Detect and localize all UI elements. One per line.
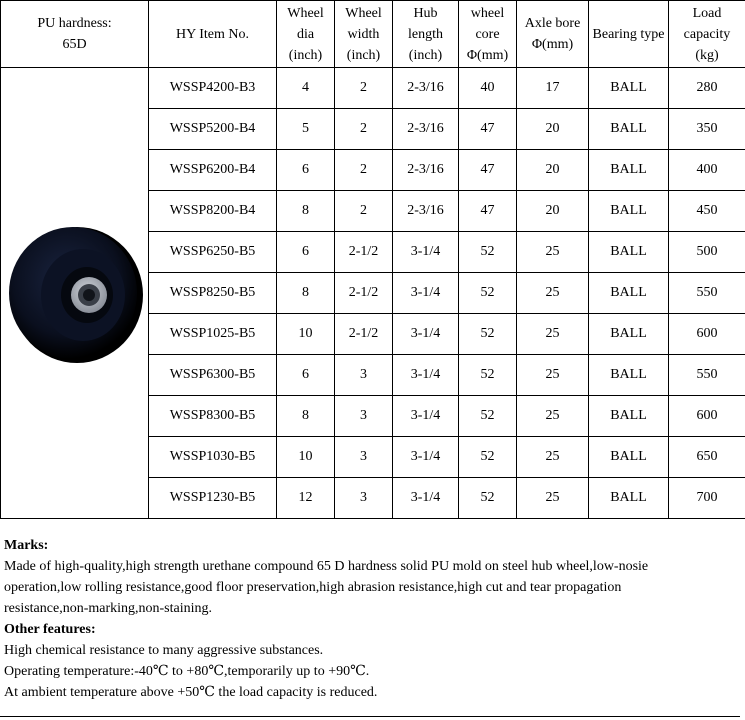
load-capacity-cell: 700 bbox=[669, 478, 745, 519]
hub-length-cell: 2-3/16 bbox=[393, 68, 459, 109]
hub-length-cell: 2-3/16 bbox=[393, 109, 459, 150]
load-capacity-cell: 600 bbox=[669, 396, 745, 437]
wheel-core-cell: 52 bbox=[459, 314, 517, 355]
load-capacity-cell: 280 bbox=[669, 68, 745, 109]
load-capacity-cell: 450 bbox=[669, 191, 745, 232]
wheel-core-cell: 52 bbox=[459, 437, 517, 478]
axle-bore-cell: 25 bbox=[517, 355, 589, 396]
header-row bbox=[1, 1, 745, 68]
item-no-cell: WSSP8250-B5 bbox=[149, 273, 277, 314]
header-axle-bore: Axle bore Φ(mm) bbox=[517, 1, 589, 68]
bearing-type-cell: BALL bbox=[589, 437, 669, 478]
wheel-width-cell: 3 bbox=[335, 355, 393, 396]
item-no-cell: WSSP6250-B5 bbox=[149, 232, 277, 273]
header-bearing-type: Bearing type bbox=[589, 1, 669, 68]
hub-length-cell: 3-1/4 bbox=[393, 232, 459, 273]
marks-line: operation,low rolling resistance,good floor preservation,high abrasion resistance,high cut and tear propagation bbox=[4, 580, 622, 595]
wheel-core-cell: 47 bbox=[459, 150, 517, 191]
wheel-image-cell bbox=[1, 68, 149, 519]
bearing-type-cell: BALL bbox=[589, 314, 669, 355]
hub-length-cell: 3-1/4 bbox=[393, 396, 459, 437]
load-capacity-cell: 400 bbox=[669, 150, 745, 191]
header-wheel-dia: Wheel dia (inch) bbox=[277, 1, 335, 68]
item-no-cell: WSSP1230-B5 bbox=[149, 478, 277, 519]
axle-bore-cell: 25 bbox=[517, 478, 589, 519]
wheel-width-cell: 3 bbox=[335, 396, 393, 437]
axle-bore-cell: 20 bbox=[517, 191, 589, 232]
wheel-width-cell: 2 bbox=[335, 68, 393, 109]
wheel-dia-cell: 5 bbox=[277, 109, 335, 150]
hub-length-cell: 2-3/16 bbox=[393, 191, 459, 232]
item-no-cell: WSSP8200-B4 bbox=[149, 191, 277, 232]
wheel-width-cell: 2 bbox=[335, 150, 393, 191]
item-no-cell: WSSP5200-B4 bbox=[149, 109, 277, 150]
load-capacity-cell: 350 bbox=[669, 109, 745, 150]
features-line: Operating temperature:-40℃ to +80℃,temporarily up to +90℃. bbox=[4, 664, 370, 679]
wheel-core-cell: 52 bbox=[459, 273, 517, 314]
item-no-cell: WSSP6300-B5 bbox=[149, 355, 277, 396]
wheel-core-cell: 47 bbox=[459, 109, 517, 150]
axle-bore-cell: 17 bbox=[517, 68, 589, 109]
header-hub-length: Hub length (inch) bbox=[393, 1, 459, 68]
item-no-cell: WSSP4200-B3 bbox=[149, 68, 277, 109]
hub-length-cell: 3-1/4 bbox=[393, 355, 459, 396]
load-capacity-cell: 600 bbox=[669, 314, 745, 355]
wheel-dia-cell: 10 bbox=[277, 437, 335, 478]
header-wheel-core: wheel core Φ(mm) bbox=[459, 1, 517, 68]
wheel-core-cell: 47 bbox=[459, 191, 517, 232]
header-wheel-width: Wheel width (inch) bbox=[335, 1, 393, 68]
wheel-core-cell: 52 bbox=[459, 355, 517, 396]
wheel-core-cell: 52 bbox=[459, 478, 517, 519]
hub-length-cell: 3-1/4 bbox=[393, 314, 459, 355]
wheel-dia-cell: 12 bbox=[277, 478, 335, 519]
wheel-width-cell: 2-1/2 bbox=[335, 232, 393, 273]
axle-bore-cell: 20 bbox=[517, 109, 589, 150]
wheel-dia-cell: 6 bbox=[277, 355, 335, 396]
wheel-width-cell: 2 bbox=[335, 191, 393, 232]
axle-bore-cell: 25 bbox=[517, 396, 589, 437]
wheel-dia-cell: 6 bbox=[277, 232, 335, 273]
table-row bbox=[1, 68, 745, 109]
bearing-type-cell: BALL bbox=[589, 68, 669, 109]
bearing-type-cell: BALL bbox=[589, 478, 669, 519]
load-capacity-cell: 550 bbox=[669, 355, 745, 396]
notes-section bbox=[0, 518, 740, 717]
hub-length-cell: 3-1/4 bbox=[393, 478, 459, 519]
wheel-dia-cell: 8 bbox=[277, 396, 335, 437]
wheel-width-cell: 3 bbox=[335, 478, 393, 519]
item-no-cell: WSSP1025-B5 bbox=[149, 314, 277, 355]
wheel-dia-cell: 8 bbox=[277, 191, 335, 232]
features-line: At ambient temperature above +50℃ the load capacity is reduced. bbox=[4, 685, 378, 700]
bearing-type-cell: BALL bbox=[589, 109, 669, 150]
marks-line: resistance,non-marking,non-staining. bbox=[4, 601, 213, 616]
item-no-cell: WSSP1030-B5 bbox=[149, 437, 277, 478]
item-no-cell: WSSP6200-B4 bbox=[149, 150, 277, 191]
features-line: High chemical resistance to many aggressive substances. bbox=[4, 643, 324, 658]
wheel-photo-icon bbox=[5, 223, 145, 363]
item-no-cell: WSSP8300-B5 bbox=[149, 396, 277, 437]
wheel-width-cell: 2 bbox=[335, 109, 393, 150]
load-capacity-cell: 550 bbox=[669, 273, 745, 314]
bearing-type-cell: BALL bbox=[589, 355, 669, 396]
marks-line: Made of high-quality,high strength urethane compound 65 D hardness solid PU mold on steel hub wheel,low-nosie bbox=[4, 559, 649, 574]
axle-bore-cell: 25 bbox=[517, 437, 589, 478]
hub-length-cell: 2-3/16 bbox=[393, 150, 459, 191]
features-title: Other features: bbox=[4, 622, 96, 637]
wheel-width-cell: 2-1/2 bbox=[335, 273, 393, 314]
bearing-type-cell: BALL bbox=[589, 191, 669, 232]
hub-length-cell: 3-1/4 bbox=[393, 273, 459, 314]
wheel-dia-cell: 6 bbox=[277, 150, 335, 191]
load-capacity-cell: 500 bbox=[669, 232, 745, 273]
axle-bore-cell: 20 bbox=[517, 150, 589, 191]
header-hardness: PU hardness: 65D bbox=[1, 1, 149, 68]
axle-bore-cell: 25 bbox=[517, 273, 589, 314]
wheel-width-cell: 3 bbox=[335, 437, 393, 478]
wheel-dia-cell: 8 bbox=[277, 273, 335, 314]
wheel-width-cell: 2-1/2 bbox=[335, 314, 393, 355]
wheel-dia-cell: 4 bbox=[277, 68, 335, 109]
axle-bore-cell: 25 bbox=[517, 232, 589, 273]
bearing-type-cell: BALL bbox=[589, 150, 669, 191]
wheel-dia-cell: 10 bbox=[277, 314, 335, 355]
bearing-type-cell: BALL bbox=[589, 396, 669, 437]
header-load-capacity: Load capacity (kg) bbox=[669, 1, 745, 68]
bearing-type-cell: BALL bbox=[589, 273, 669, 314]
marks-title: Marks: bbox=[4, 538, 49, 553]
axle-bore-cell: 25 bbox=[517, 314, 589, 355]
bearing-type-cell: BALL bbox=[589, 232, 669, 273]
header-item-no: HY Item No. bbox=[149, 1, 277, 68]
wheel-core-cell: 40 bbox=[459, 68, 517, 109]
wheel-core-cell: 52 bbox=[459, 396, 517, 437]
load-capacity-cell: 650 bbox=[669, 437, 745, 478]
wheel-core-cell: 52 bbox=[459, 232, 517, 273]
hub-length-cell: 3-1/4 bbox=[393, 437, 459, 478]
